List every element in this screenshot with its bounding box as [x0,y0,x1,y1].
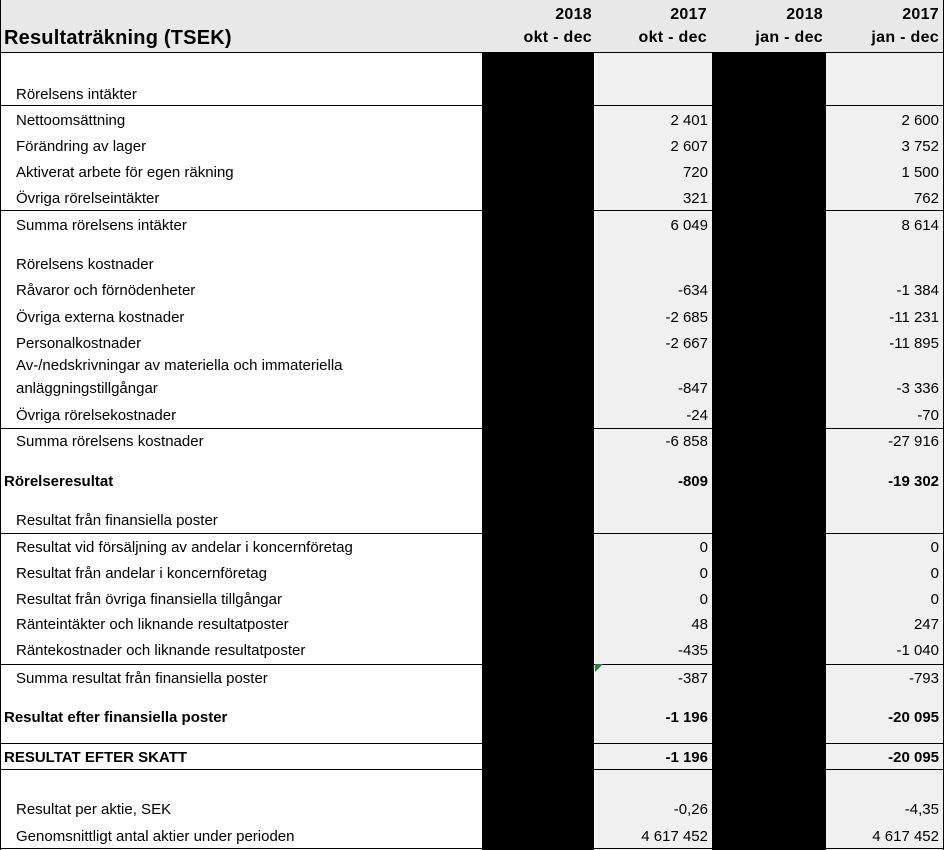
column-year: 2017 [670,6,707,23]
value-2017-q4: -0,26 [673,801,708,818]
value-2017-full-year: -11 895 [889,335,939,352]
row-label: Övriga externa kostnader [16,309,185,326]
row-label: Genomsnittligt antal aktier under perioden [16,828,295,845]
column-period: okt - dec [638,29,707,46]
value-2017-full-year: 8 614 [901,217,939,234]
row-label: Resultat vid försäljning av andelar i koncernföretag [16,539,353,556]
value-2017-q4: 6 049 [670,217,708,234]
value-2017-q4: -2 685 [665,309,708,326]
row-label: anläggningstillgångar [16,380,158,397]
value-2017-q4: -24 [686,407,708,424]
value-2017-full-year: -1 040 [896,642,939,659]
value-2017-full-year: 0 [930,591,939,608]
value-2017-full-year: 1 500 [901,164,939,181]
column-header-2017-full-year [826,0,939,53]
column-period: jan - dec [755,29,823,46]
value-2017-q4: -634 [677,282,708,299]
row-label: Resultat från övriga finansiella tillgångar [16,591,282,608]
row-label: Räntekostnader och liknande resultatposter [16,642,306,659]
row-label: Summa resultat från finansiella poster [16,670,268,687]
row-divider [0,848,944,849]
value-2017-full-year: 762 [913,190,939,207]
value-2017-full-year: 2 600 [901,112,939,129]
value-2017-q4: -847 [677,380,708,397]
column-header-2018-full-year [712,0,823,53]
value-2017-q4: 720 [682,164,708,181]
row-label: Aktiverat arbete för egen räkning [16,164,234,181]
value-2017-q4: 2 607 [670,138,708,155]
column-year: 2018 [555,6,592,23]
row-label: Övriga rörelsekostnader [16,407,177,424]
value-2017-q4: -387 [677,670,708,687]
value-2017-full-year: -3 336 [896,380,939,397]
row-label: Personalkostnader [16,335,142,352]
page-title: Resultaträkning (TSEK) [4,27,232,49]
cell-comment-marker [595,664,603,672]
row-label: Råvaror och förnödenheter [16,282,196,299]
value-2017-full-year: 3 752 [901,138,939,155]
value-2017-q4: -435 [677,642,708,659]
value-2017-full-year: -793 [908,670,939,687]
column-period: okt - dec [523,29,592,46]
value-2017-full-year: 247 [913,616,939,633]
row-label: Resultat efter finansiella poster [4,709,228,726]
redacted-column-2018-q4 [482,53,594,850]
left-border [0,0,1,850]
value-2017-q4: -1 196 [665,749,708,766]
row-label: RESULTAT EFTER SKATT [4,749,188,766]
column-header-2017-q4 [595,0,707,53]
value-2017-q4: -2 667 [665,335,708,352]
row-label: Av-/nedskrivningar av materiella och immateriella [16,357,343,374]
value-2017-full-year: -4,35 [904,801,939,818]
row-label: Resultat från finansiella poster [16,512,218,529]
value-2017-q4: 48 [691,616,708,633]
row-label: Övriga rörelseintäkter [16,190,160,207]
row-divider [0,105,944,106]
value-2017-full-year: -27 916 [888,433,939,450]
value-2017-q4: 321 [682,190,708,207]
row-divider [0,769,944,770]
row-label: Rörelsens kostnader [16,256,154,273]
value-2017-full-year: -70 [917,407,939,424]
row-divider [0,428,944,429]
column-period: jan - dec [871,29,939,46]
value-2017-q4: 4 617 452 [641,828,708,845]
row-label: Summa rörelsens intäkter [16,217,187,234]
redacted-column-2018-full-year [712,53,826,850]
value-2017-full-year: -19 302 [888,473,939,490]
row-label: Rörelsens intäkter [16,86,137,103]
value-2017-full-year: 0 [930,565,939,582]
value-2017-q4: -809 [677,473,708,490]
value-2017-full-year: 0 [930,539,939,556]
row-label: Resultat per aktie, SEK [16,801,172,818]
value-2017-full-year: -11 231 [889,309,939,326]
value-2017-full-year: -1 384 [896,282,939,299]
value-2017-full-year: 4 617 452 [872,828,939,845]
column-year: 2017 [902,6,939,23]
row-divider [0,743,944,744]
row-divider [0,533,944,534]
row-label: Summa rörelsens kostnader [16,433,204,450]
row-label: Nettoomsättning [16,112,126,129]
row-divider [0,664,944,665]
value-2017-q4: 0 [699,565,708,582]
value-2017-q4: 0 [699,591,708,608]
row-label: Förändring av lager [16,138,147,155]
column-year: 2018 [786,6,823,23]
column-header-2018-q4 [482,0,592,53]
row-label: Rörelseresultat [4,473,114,490]
value-2017-full-year: -20 095 [888,749,939,766]
value-2017-q4: -1 196 [665,709,708,726]
row-label: Resultat från andelar i koncernföretag [16,565,267,582]
row-divider [0,210,944,211]
value-2017-q4: -6 858 [665,433,708,450]
value-2017-q4: 2 401 [670,112,708,129]
value-2017-full-year: -20 095 [888,709,939,726]
value-2017-q4: 0 [699,539,708,556]
row-label: Ränteintäkter och liknande resultatposter [16,616,289,633]
